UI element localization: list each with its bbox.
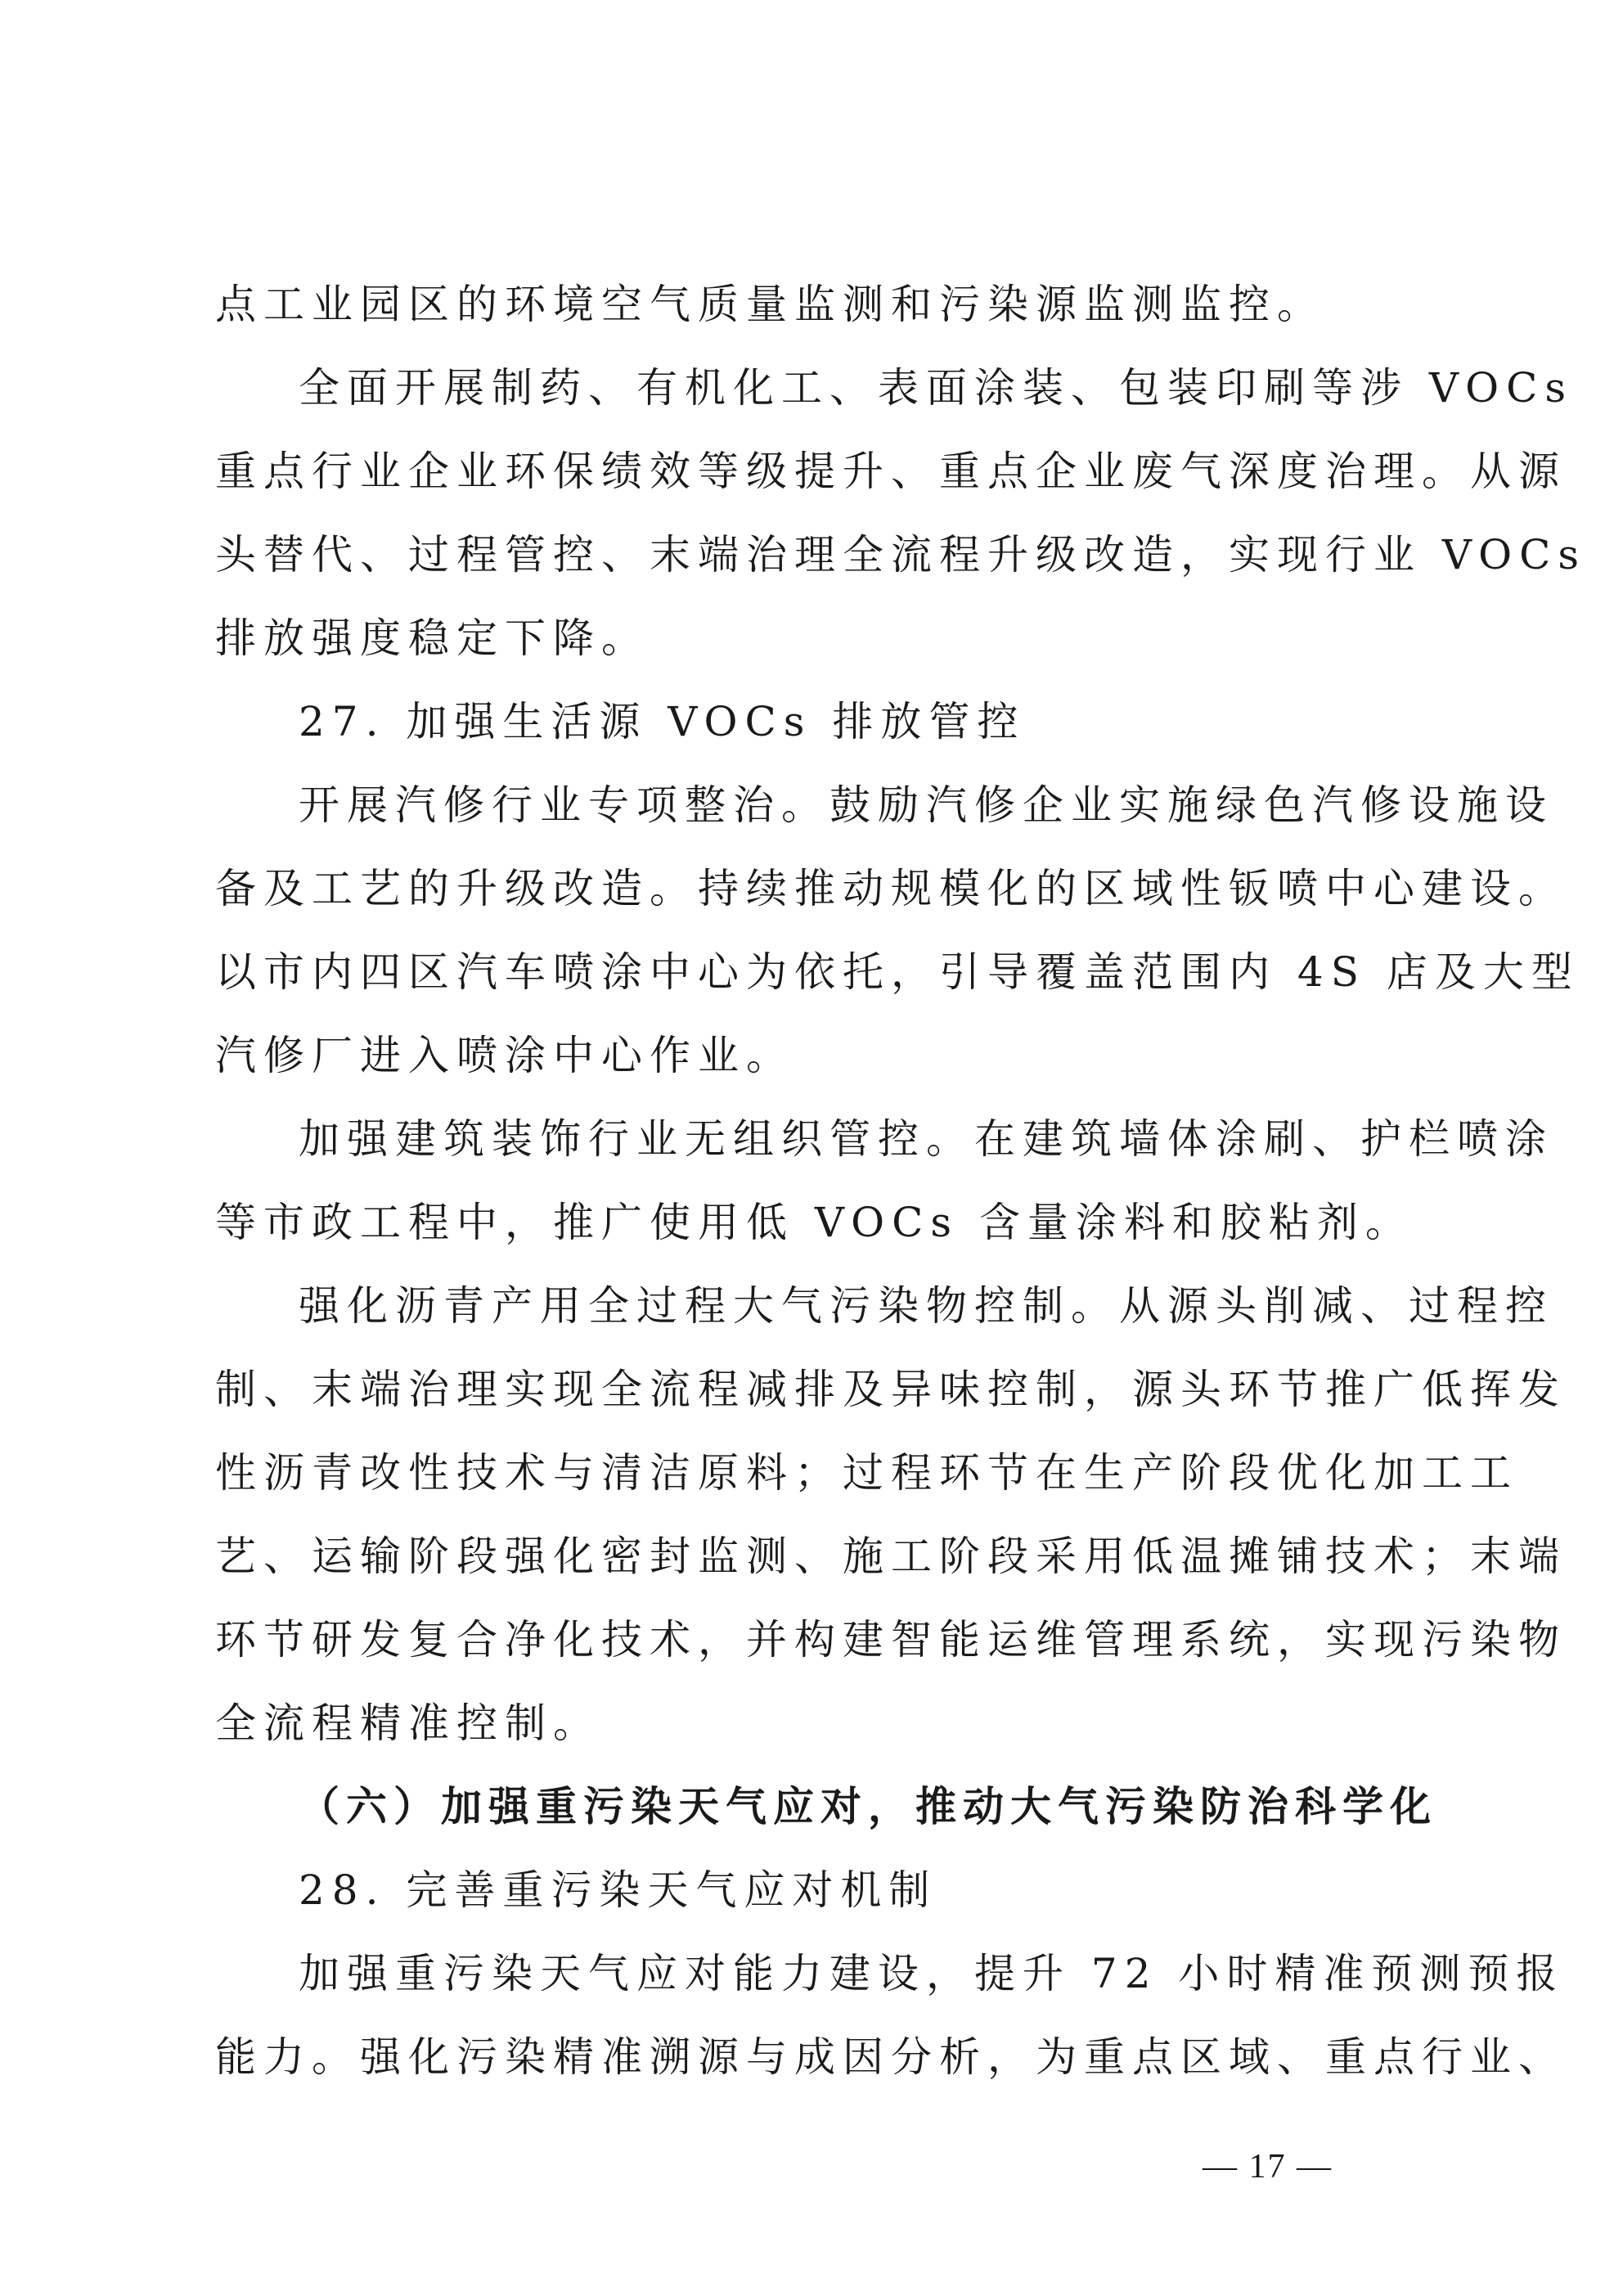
text-line: 艺、运输阶段强化密封监测、施工阶段采用低温摊铺技术；末端 xyxy=(215,1533,1567,1580)
text-line: 头替代、过程管控、末端治理全流程升级改造，实现行业 VOCs xyxy=(215,531,1587,579)
text-line: 全流程精准控制。 xyxy=(215,1699,601,1747)
text-line: 点工业园区的环境空气质量监测和污染源监测监控。 xyxy=(215,281,1325,328)
text-line: 制、末端治理实现全流程减排及异味控制，源头环节推广低挥发 xyxy=(215,1366,1567,1413)
text-line: 等市政工程中，推广使用低 VOCs 含量涂料和胶粘剂。 xyxy=(215,1199,1414,1246)
text-line: 全面开展制药、有机化工、表面涂装、包装印刷等涉 VOCs xyxy=(299,364,1574,412)
text-line: 排放强度稳定下降。 xyxy=(215,615,650,662)
text-line: 性沥青改性技术与清洁原料；过程环节在生产阶段优化加工工 xyxy=(215,1449,1518,1497)
text-line: 强化沥青产用全过程大气污染物控制。从源头削减、过程控 xyxy=(299,1282,1553,1330)
text-line: 加强建筑装饰行业无组织管控。在建筑墙体涂刷、护栏喷涂 xyxy=(299,1115,1553,1163)
text-line: 以市内四区汽车喷涂中心为依托，引导覆盖范围内 4S 店及大型 xyxy=(215,948,1580,996)
text-line: 备及工艺的升级改造。持续推动规模化的区域性钣喷中心建设。 xyxy=(215,865,1567,912)
text-line: 加强重污染天气应对能力建设，提升 72 小时精准预测预报 xyxy=(299,1950,1565,1997)
text-line: 环节研发复合净化技术，并构建智能运维管理系统，实现污染物 xyxy=(215,1616,1567,1663)
text-line: 开展汽修行业专项整治。鼓励汽修企业实施绿色汽修设施设 xyxy=(299,781,1553,829)
page-number: — 17 — xyxy=(1203,2148,1333,2186)
section-heading: （六）加强重污染天气应对，推动大气污染防治科学化 xyxy=(299,1783,1437,1830)
subsection-heading: 27. 加强生活源 VOCs 排放管控 xyxy=(299,698,1026,745)
subsection-heading: 28. 完善重污染天气应对机制 xyxy=(299,1866,937,1914)
text-line: 重点行业企业环保绩效等级提升、重点企业废气深度治理。从源 xyxy=(215,448,1567,495)
text-line: 汽修厂进入喷涂中心作业。 xyxy=(215,1032,794,1079)
text-line: 能力。强化污染精准溯源与成因分析，为重点区域、重点行业、 xyxy=(215,2033,1567,2081)
